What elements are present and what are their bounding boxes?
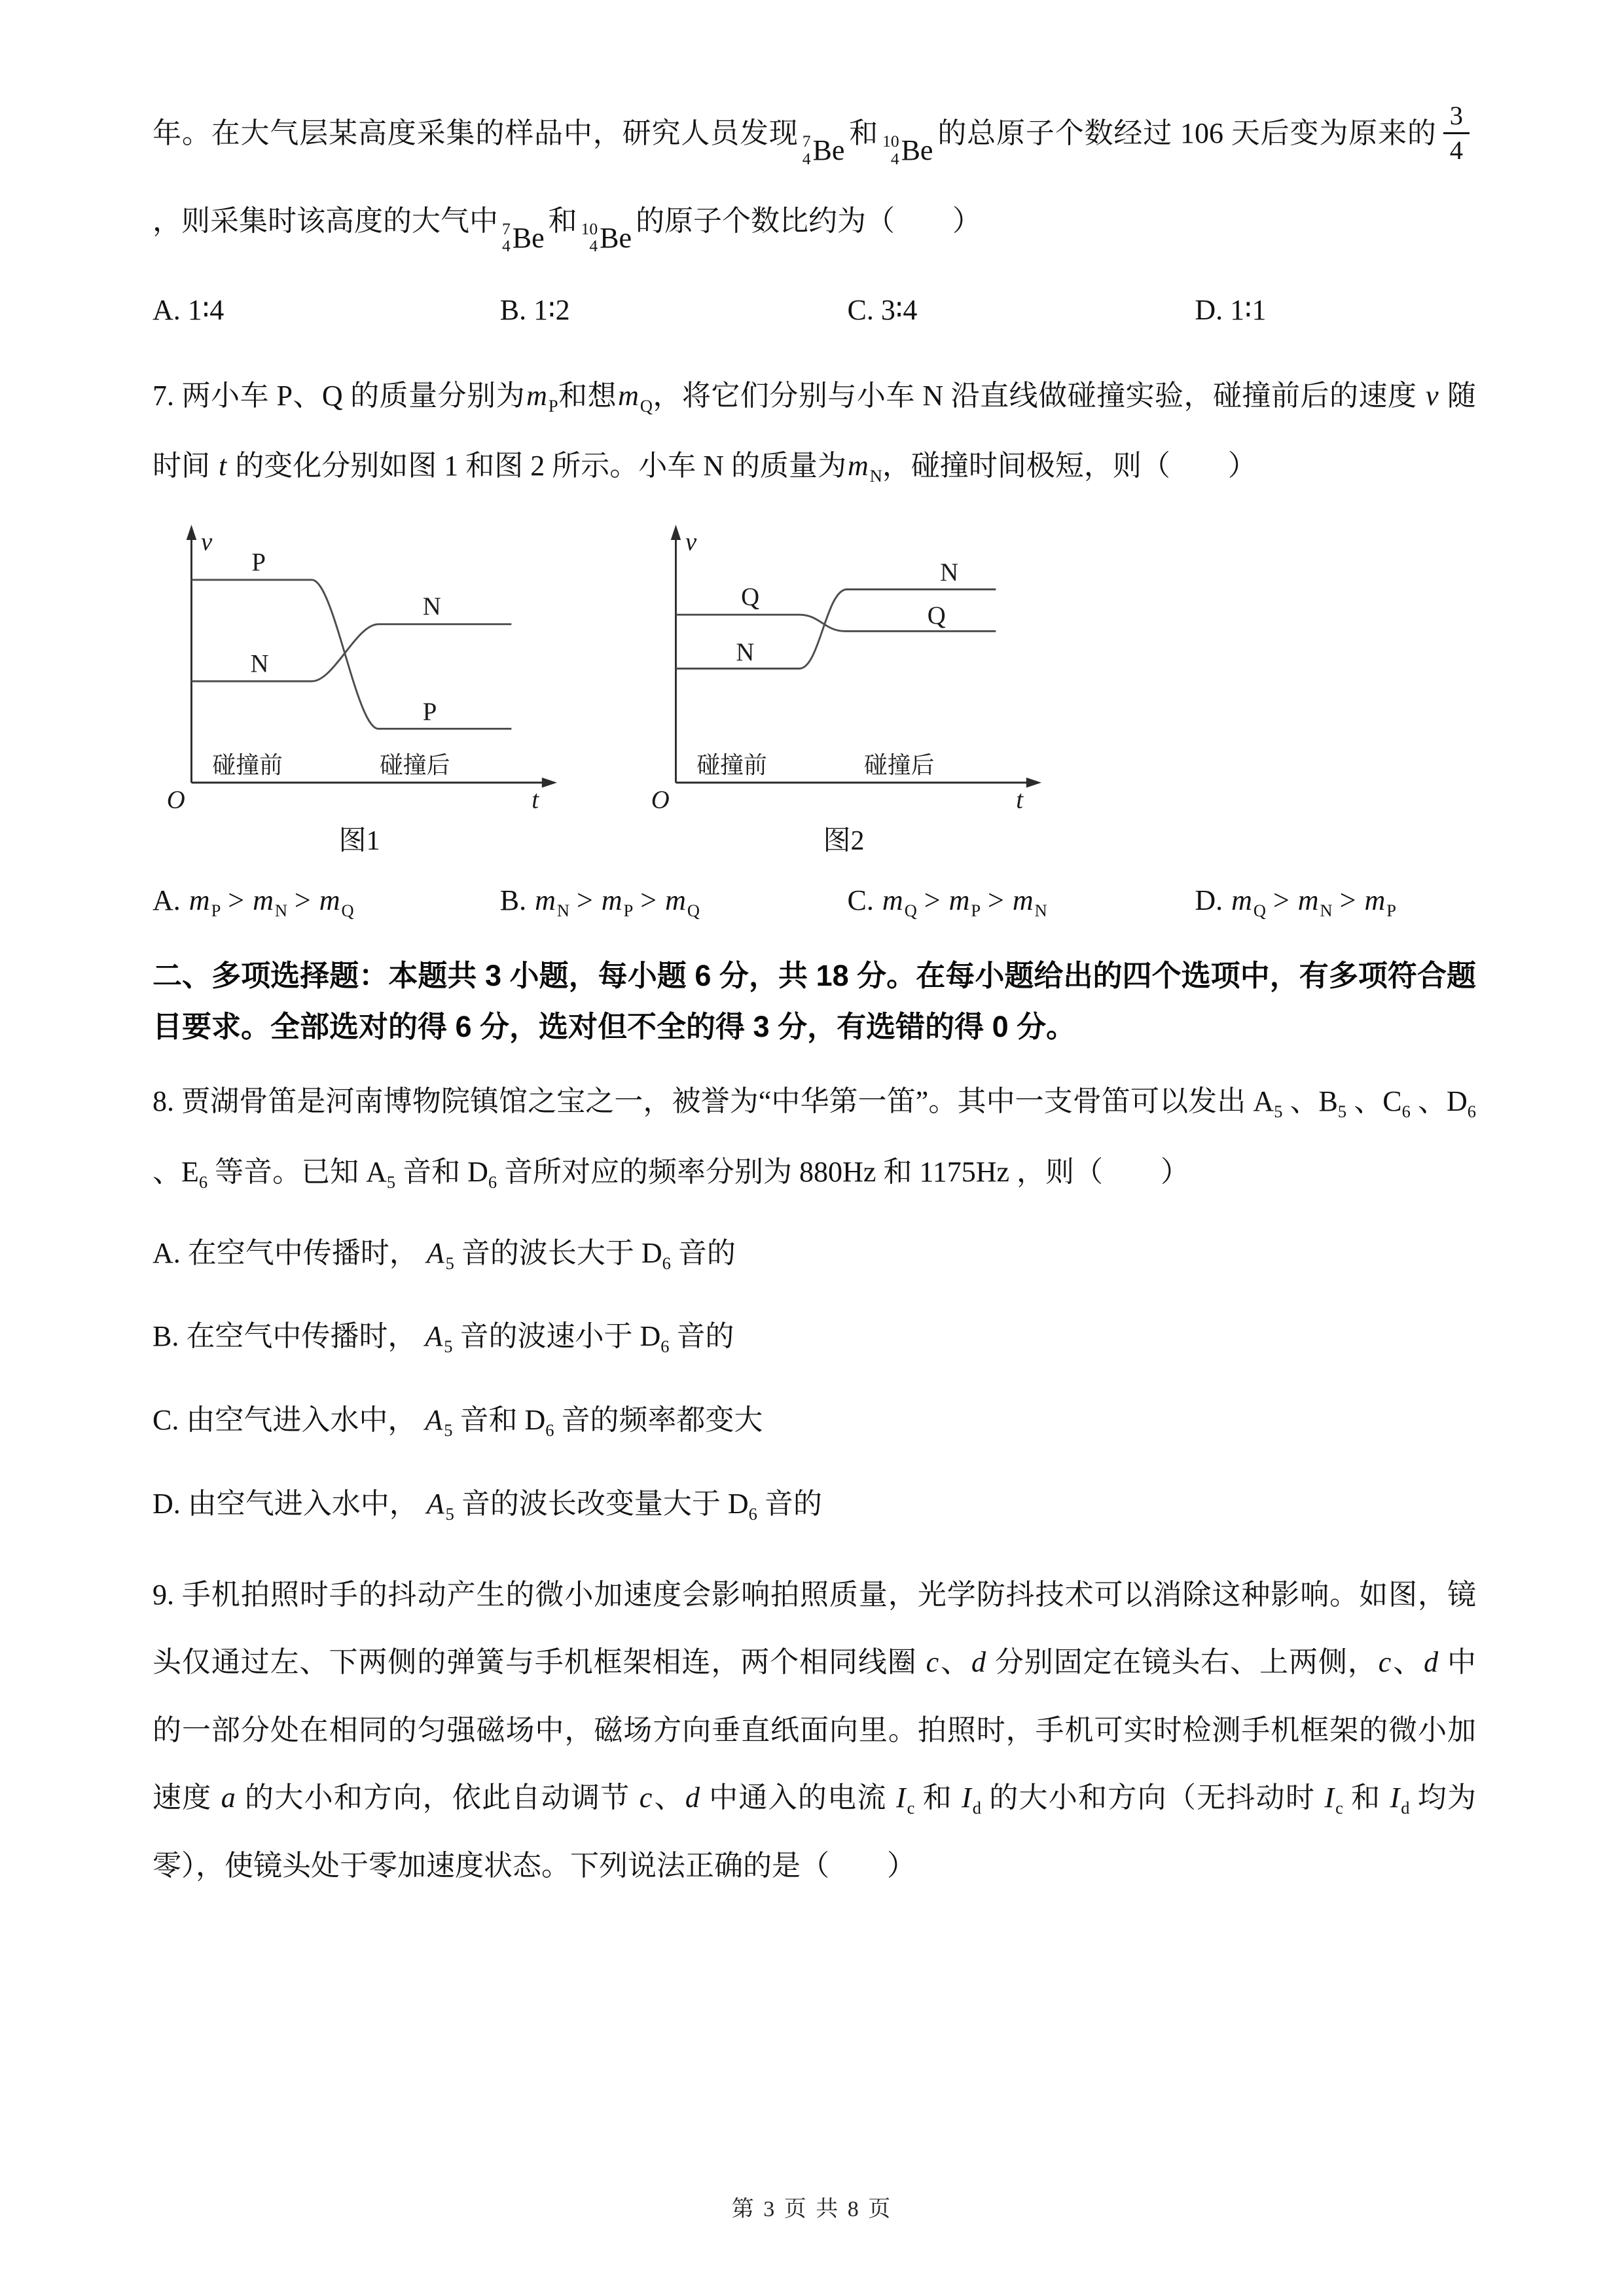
fig2-t-label: t: [1016, 785, 1024, 814]
fig2-curve-q: [676, 615, 996, 631]
fig2-caption: 图2: [823, 826, 865, 857]
fig2-q-after-label: Q: [927, 601, 946, 630]
fig1-n-before-label: N: [250, 649, 269, 678]
fig1-caption: 图1: [338, 826, 380, 857]
fig1-v-label: v: [200, 528, 213, 556]
question-8-text: 8. 贾湖骨笛是河南博物院镇馆之宝之一，被誉为“中华第一笛”。其中一支骨笛可以发出 $A_5$ 、$B_5$ 、$C_6$ 、$D_6$ 、$E_6$ 等音。已知 $A_5$ 音和 $D_6$ 音所对应的频率分别为 880Hz 和 1175Hz ，则（ ）: [153, 1085, 1476, 1192]
question-6-text: 年。在大气层某高度采集的样品中，研究人员发现 7 4 Be 和 10 4 Be 的总原子个数经过 106 天后变为原来的 $\frac{3}{4}$ ，则采集时该高度的大气中 7 4 Be 和 10 4 Be 的原子个数比约为（ ）: [153, 98, 1476, 273]
q7-option-c: C. $m_Q > m_P > m_N$: [847, 884, 1047, 920]
page-content: [153, 98, 1476, 1903]
figure-1: [156, 520, 562, 858]
q8-option-c: C. 由空气进入水中， $A_5$ 音和 $D_6$ 音的频率都变大: [153, 1403, 763, 1440]
fig2-before-label: 碰撞前: [696, 752, 767, 779]
page-footer: 第 3 页 共 8 页: [731, 2197, 893, 2221]
q6-option-b: B. 1∶2: [499, 294, 570, 327]
question-7-text: 7. 两小车 P、Q 的质量分别为$m_P$和想$m_Q$，将它们分别与小车 N 沿直线做碰撞实验，碰撞前后的速度 v 随时间 t 的变化分别如图 1 和图 2 所示。小车 N 的质量为$m_N$，碰撞时间极短，则（ ）: [153, 379, 1477, 486]
fig1-v-axis-arrow: [187, 525, 196, 540]
q6-option-c: C. 3∶4: [847, 294, 918, 327]
fig2-n-after-label: N: [940, 558, 959, 587]
fig1-curve-p: [191, 580, 511, 728]
q6-option-a: A. 1∶4: [153, 294, 225, 327]
section-2-header: 二、多项选择题：本题共 3 小题，每小题 6 分，共 18 分。在每小题给出的四个选项中，有多项符合题目要求。全部选对的得 6 分，选对但不全的得 3 分，有选错的得 0 分。: [153, 959, 1476, 1043]
fig1-origin-label: O: [166, 785, 185, 814]
fig1-n-after-label: N: [422, 592, 441, 621]
q7-options-row: [153, 867, 1476, 933]
fig1-after-label: 碰撞后: [379, 752, 450, 779]
q8-option-a: A. 在空气中传播时， $A_5$ 音的波长大于 $D_6$ 音的: [153, 1236, 736, 1273]
figure-2: [641, 520, 1047, 858]
fig1-p-before-label: P: [251, 548, 266, 577]
q6-options-row: [153, 277, 1476, 343]
fig2-v-label: v: [685, 528, 697, 556]
fig2-n-before-label: N: [736, 638, 755, 667]
fig2-after-label: 碰撞后: [863, 752, 935, 779]
fig2-v-axis-arrow: [671, 525, 681, 540]
q6-option-d: D. 1∶1: [1195, 294, 1267, 327]
fig2-graph: [641, 520, 1047, 817]
question-9-text: 9. 手机拍照时手的抖动产生的微小加速度会影响拍照质量，光学防抖技术可以消除这种影响。如图，镜头仅通过左、下两侧的弹簧与手机框架相连，两个相同线圈 c、d 分别固定在镜头右、上两侧，c、d 中的一部分处在相同的匀强磁场中，磁场方向垂直纸面向里。拍照时，手机可实时检测手机框架的微小加速度 a 的大小和方向，依此自动调节 c、d 中通入的电流 $I_c$ 和 $I_d$ 的大小和方向（无抖动时 $I_c$ 和 $I_d$ 均为零），使镜头处于零加速度状态。下列说法正确的是（ ）: [153, 1579, 1477, 1882]
fig1-t-axis-arrow: [542, 778, 557, 787]
fig1-graph: [156, 520, 562, 817]
q7-option-d: D. $m_Q > m_N > m_P$: [1195, 884, 1396, 920]
fig1-p-after-label: P: [422, 698, 437, 726]
q7-figures: [156, 520, 1476, 858]
q7-option-a: A. $m_P > m_N > m_Q$: [153, 884, 354, 920]
fig1-t-label: t: [532, 785, 539, 814]
q8-option-d: D. 由空气进入水中， $A_5$ 音的波长改变量大于 $D_6$ 音的: [153, 1487, 822, 1524]
fig2-t-axis-arrow: [1026, 778, 1041, 787]
fig2-q-before-label: Q: [741, 583, 760, 611]
q8-option-b: B. 在空气中传播时， $A_5$ 音的波速小于 $D_6$ 音的: [153, 1320, 734, 1357]
q7-option-b: B. $m_N > m_P > m_Q$: [499, 884, 700, 920]
fig2-origin-label: O: [651, 785, 670, 814]
fig1-before-label: 碰撞前: [212, 752, 283, 779]
